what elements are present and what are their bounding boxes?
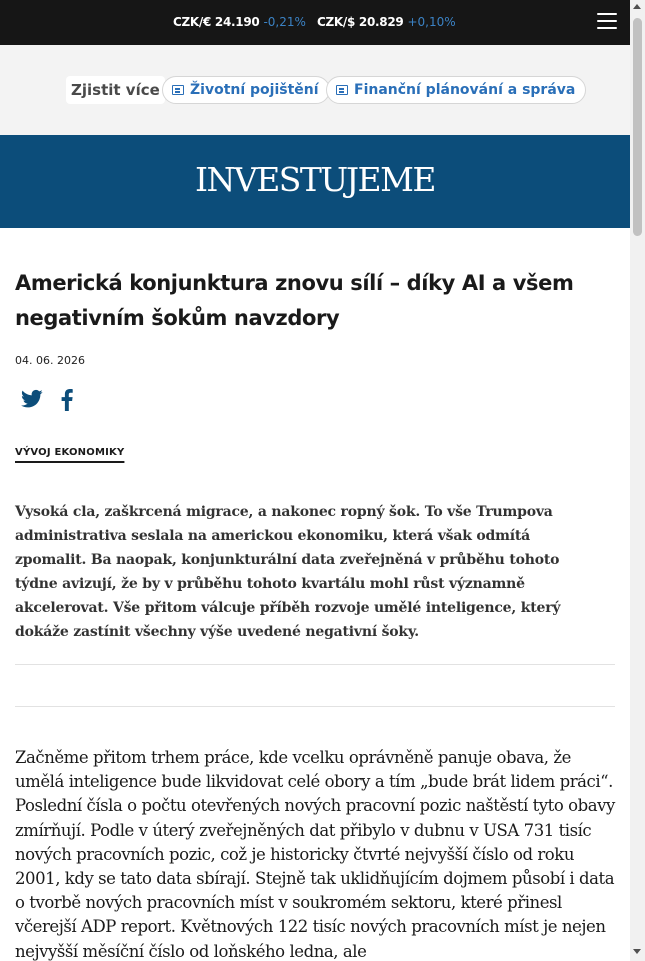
section-banner bbox=[0, 135, 630, 228]
divider bbox=[15, 664, 615, 665]
divider bbox=[15, 706, 615, 707]
article-date: 04. 06. 2026 bbox=[15, 354, 85, 367]
chip-life-insurance-label: Životní pojištění bbox=[190, 82, 319, 98]
rate-eur-change: -0,21% bbox=[263, 15, 306, 29]
section-logo[interactable]: INVESTUJEME bbox=[194, 160, 436, 199]
article-category-link[interactable]: VÝVOJ EKONOMIKY bbox=[15, 447, 125, 458]
scroll-up-arrow-icon[interactable] bbox=[633, 4, 641, 9]
chip-financial-planning[interactable] bbox=[326, 76, 586, 104]
rate-eur-value: CZK/€ 24.190 bbox=[173, 15, 260, 29]
article-body-paragraph: Začněme přitom trhem práce, kde vcelku oprávněně panuje obava, že umělá inteligence bude likvidovat celé obory a tím „bude brát lidem práci“. Poslední čísla o počtu otevřených nových pracovní pozic naštěstí tyto obavy zmírňují. Podle v úterý zveřejněných dat přibylo v dubnu v USA 731 tisíc nových pracovních pozic, což je historicky čtvrté nejvyšší číslo od roku 2001, kdy se tato data sbírají. Stejně tak uklidňujícím dojmem působí i data o tvorbě nových pracovních míst v soukromém sektoru, které přinesl včerejší ADP report. Květnových 122 tisíc nových pracovních míst je nejen nejvyšší měsíční číslo od loňského ledna, ale bbox=[15, 748, 615, 961]
scroll-down-arrow-icon[interactable] bbox=[633, 949, 641, 954]
article-title: Americká konjunktura znovu sílí – díky AI a všem negativním šokům navzdory bbox=[15, 271, 574, 330]
rate-usd-value: CZK/$ 20.829 bbox=[317, 15, 404, 29]
document-icon bbox=[336, 85, 348, 95]
facebook-icon[interactable] bbox=[60, 389, 84, 411]
hamburger-menu-icon[interactable] bbox=[597, 13, 617, 31]
document-icon bbox=[172, 85, 184, 95]
twitter-icon[interactable] bbox=[21, 389, 45, 411]
scrollbar-thumb[interactable] bbox=[633, 18, 642, 236]
chip-life-insurance[interactable] bbox=[162, 76, 330, 104]
chip-financial-planning-label: Finanční plánování a správa bbox=[354, 82, 576, 98]
learn-more-bar bbox=[0, 45, 630, 135]
rate-usd-change: +0,10% bbox=[407, 15, 456, 29]
currency-rate-eur bbox=[173, 15, 306, 29]
article-perex: Vysoká cla, zaškrcená migrace, a nakonec ropný šok. To vše Trumpova administrativa seslala na americkou ekonomiku, která však odmítá zpomalit. Ba naopak, konjunkturální data zveřejněná v průběhu tohoto týdne avizují, že by v průběhu tohoto kvartálu mohl růst významně akcelerovat. Vše přitom válcuje příběh rozvoje umělé inteligence, který dokáže zastínit všechny výše uvedené negativní šoky. bbox=[15, 504, 561, 640]
learn-more-label: Zjistit více bbox=[66, 76, 165, 104]
currency-rate-usd bbox=[317, 15, 456, 29]
top-bar bbox=[0, 0, 630, 45]
